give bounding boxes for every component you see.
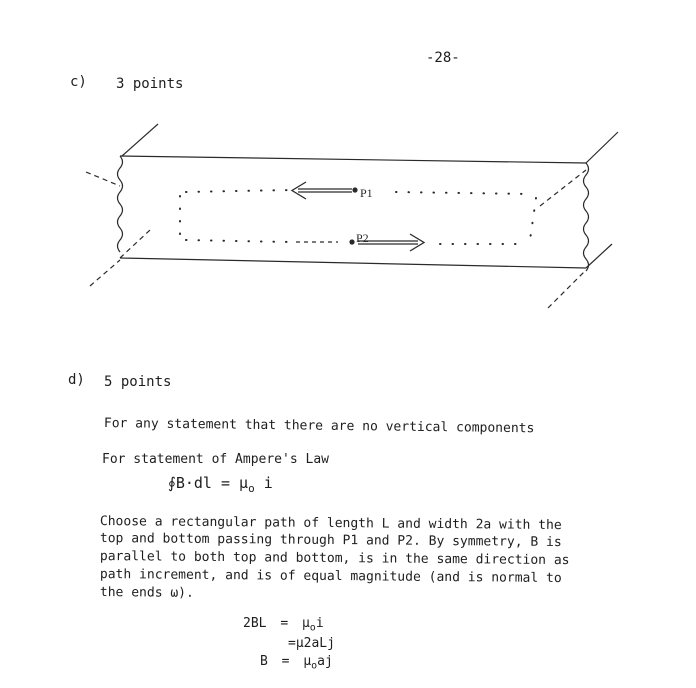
eq1-left: 2BL [243, 616, 267, 631]
statement-vertical-components: For any statement that there are no vertical components [103, 416, 535, 437]
ampere-law-equation [168, 474, 273, 495]
page-number: -28- [426, 50, 460, 66]
perspective-line-top-right [586, 132, 618, 163]
part-d-points: 5 points [104, 374, 172, 390]
statement-ampere-law: For statement of Ampere's Law [102, 452, 329, 467]
eq1-tail: i [315, 616, 324, 631]
paragraph-line-4: path increment, and is of equal magnitude (and is normal to [99, 567, 562, 587]
eq3-sub: o [311, 660, 318, 672]
eq3-op: = [281, 654, 290, 669]
part-c-label: c) [70, 74, 87, 90]
equation-2: =μ2aLj [288, 636, 335, 651]
dashed-line-left-lower [90, 260, 120, 286]
ampere-law-sub: o [248, 482, 255, 495]
ampere-law-lhs: ∮B·dl = μ [168, 474, 249, 492]
slab-left-wavy-edge [118, 156, 123, 252]
eq1-op: = [280, 616, 289, 631]
paragraph-line-3: parallel to both top and bottom, is in the same direction as [99, 549, 570, 569]
ampere-law-rhs: i [263, 474, 273, 492]
equation-1 [243, 616, 324, 634]
eq3-right: μ [303, 654, 312, 669]
perspective-line-top-left [122, 124, 158, 156]
slab-bottom-edge [120, 258, 586, 268]
slab-right-wavy-edge [584, 163, 589, 271]
slab-top-edge [120, 156, 586, 163]
label-p1: P1 [360, 186, 373, 200]
part-c-points: 3 points [116, 76, 184, 92]
arrow-left-icon [292, 182, 352, 199]
dashed-line-right-inner [540, 170, 586, 206]
perspective-line-bottom-right [586, 244, 612, 268]
eq1-sub: o [309, 622, 316, 634]
label-p2: P2 [356, 231, 369, 245]
part-d-label: d) [68, 372, 85, 388]
paragraph-line-5: the ends ω). [99, 585, 194, 601]
paragraph-line-2: top and bottom passing through P1 and P2. By symmetry, B is [99, 531, 562, 551]
dashed-line-left-inner [120, 230, 150, 258]
point-p1-dot [352, 187, 357, 192]
eq1-right: μ [301, 616, 310, 631]
eq3-tail: aj [317, 654, 333, 669]
paragraph-line-1: Choose a rectangular path of length L and width 2a with the [99, 514, 562, 534]
eq3-left: B [260, 654, 268, 669]
dashed-line-right-lower [548, 270, 586, 308]
equation-3 [260, 654, 333, 672]
dashed-line-left-upper [86, 172, 120, 186]
point-p2-dot [349, 239, 354, 244]
